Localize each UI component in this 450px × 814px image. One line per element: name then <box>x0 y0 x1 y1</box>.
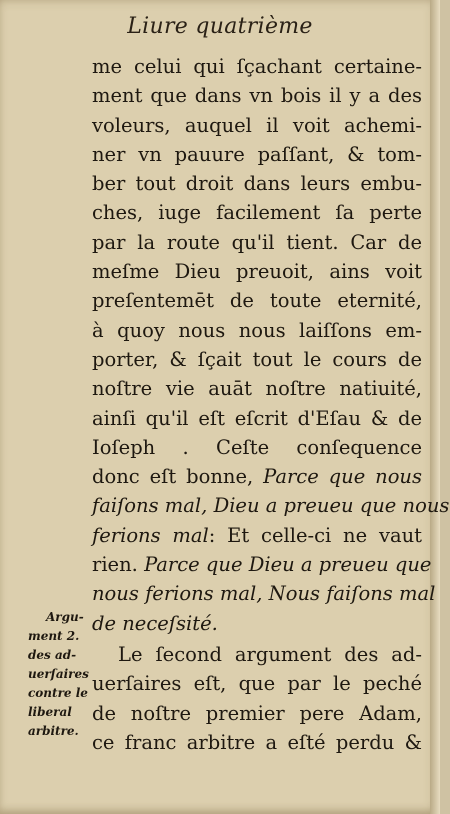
text-line: ches, iuge facilement ſa perte <box>92 201 422 225</box>
text-line: ainſi qu'il eſt eſcrit d'Eſau & de <box>92 406 422 430</box>
margin-note-line: contre le <box>28 686 88 700</box>
text-line: noſtre vie auāt noſtre natiuité, <box>92 377 422 401</box>
margin-note-line: des ad- <box>28 648 77 662</box>
text-line <box>92 491 450 520</box>
running-head: Liure quatrième <box>127 14 313 39</box>
text-line: à quoy nous nous laiſſons em- <box>92 318 422 342</box>
text-line: me celui qui ſçachant certaine- <box>92 55 422 78</box>
body-text <box>92 52 450 757</box>
margin-note-line: arbitre. <box>28 724 79 738</box>
margin-note-line: ment 2. <box>28 629 80 643</box>
margin-note-line: Argu- <box>46 610 84 624</box>
italic-text: Nous faiſons mal <box>268 582 436 606</box>
text-line: par la route qu'il tient. Car de <box>92 230 422 254</box>
text-line: ce franc arbitre a eſté perdu & <box>92 730 422 754</box>
roman-text: donc eſt bonne, <box>92 465 254 489</box>
italic-text: ferions mal <box>92 523 209 547</box>
text-line: ber tout droit dans leurs embu- <box>92 172 422 196</box>
text-line: porter, & ſçait tout le cours de <box>92 347 422 371</box>
text-line: preſentemēt de toute eternité, <box>92 289 422 313</box>
text-line: voleurs, auquel il voit achemi- <box>92 113 422 137</box>
italic-text: nous ferions mal, <box>92 582 263 606</box>
margin-note <box>28 608 94 741</box>
text-line: uerſaires eſt, que par le peché <box>92 672 422 696</box>
italic-text: faiſons mal, <box>92 494 208 518</box>
text-line: de neceſsité. <box>92 611 218 635</box>
roman-text: : Et celle-ci ne vaut <box>208 523 422 547</box>
text-line: Ioſeph . Ceſte conſequence <box>92 435 422 459</box>
text-line: ment que dans vn bois il y a des <box>92 84 422 108</box>
text-line <box>92 579 436 608</box>
page-gutter <box>430 0 440 814</box>
roman-text: rien. <box>92 553 138 577</box>
italic-text: Dieu a preueu que nous <box>213 494 450 518</box>
text-line: de noſtre premier pere Adam, <box>92 701 422 725</box>
margin-note-line: liberal <box>28 705 72 719</box>
italic-text: Parce que nous <box>263 465 422 489</box>
text-line: ner vn pauure paſſant, & tom- <box>92 142 422 166</box>
text-line: Le ſecond argument des ad- <box>118 642 422 666</box>
text-line <box>92 521 422 550</box>
margin-note-line: uerſaires <box>28 667 89 681</box>
italic-text: Parce que Dieu a preueu que <box>144 553 432 577</box>
text-line <box>92 550 432 579</box>
text-line <box>92 462 422 491</box>
text-line: meſme Dieu preuoit, ains voit <box>92 260 422 284</box>
